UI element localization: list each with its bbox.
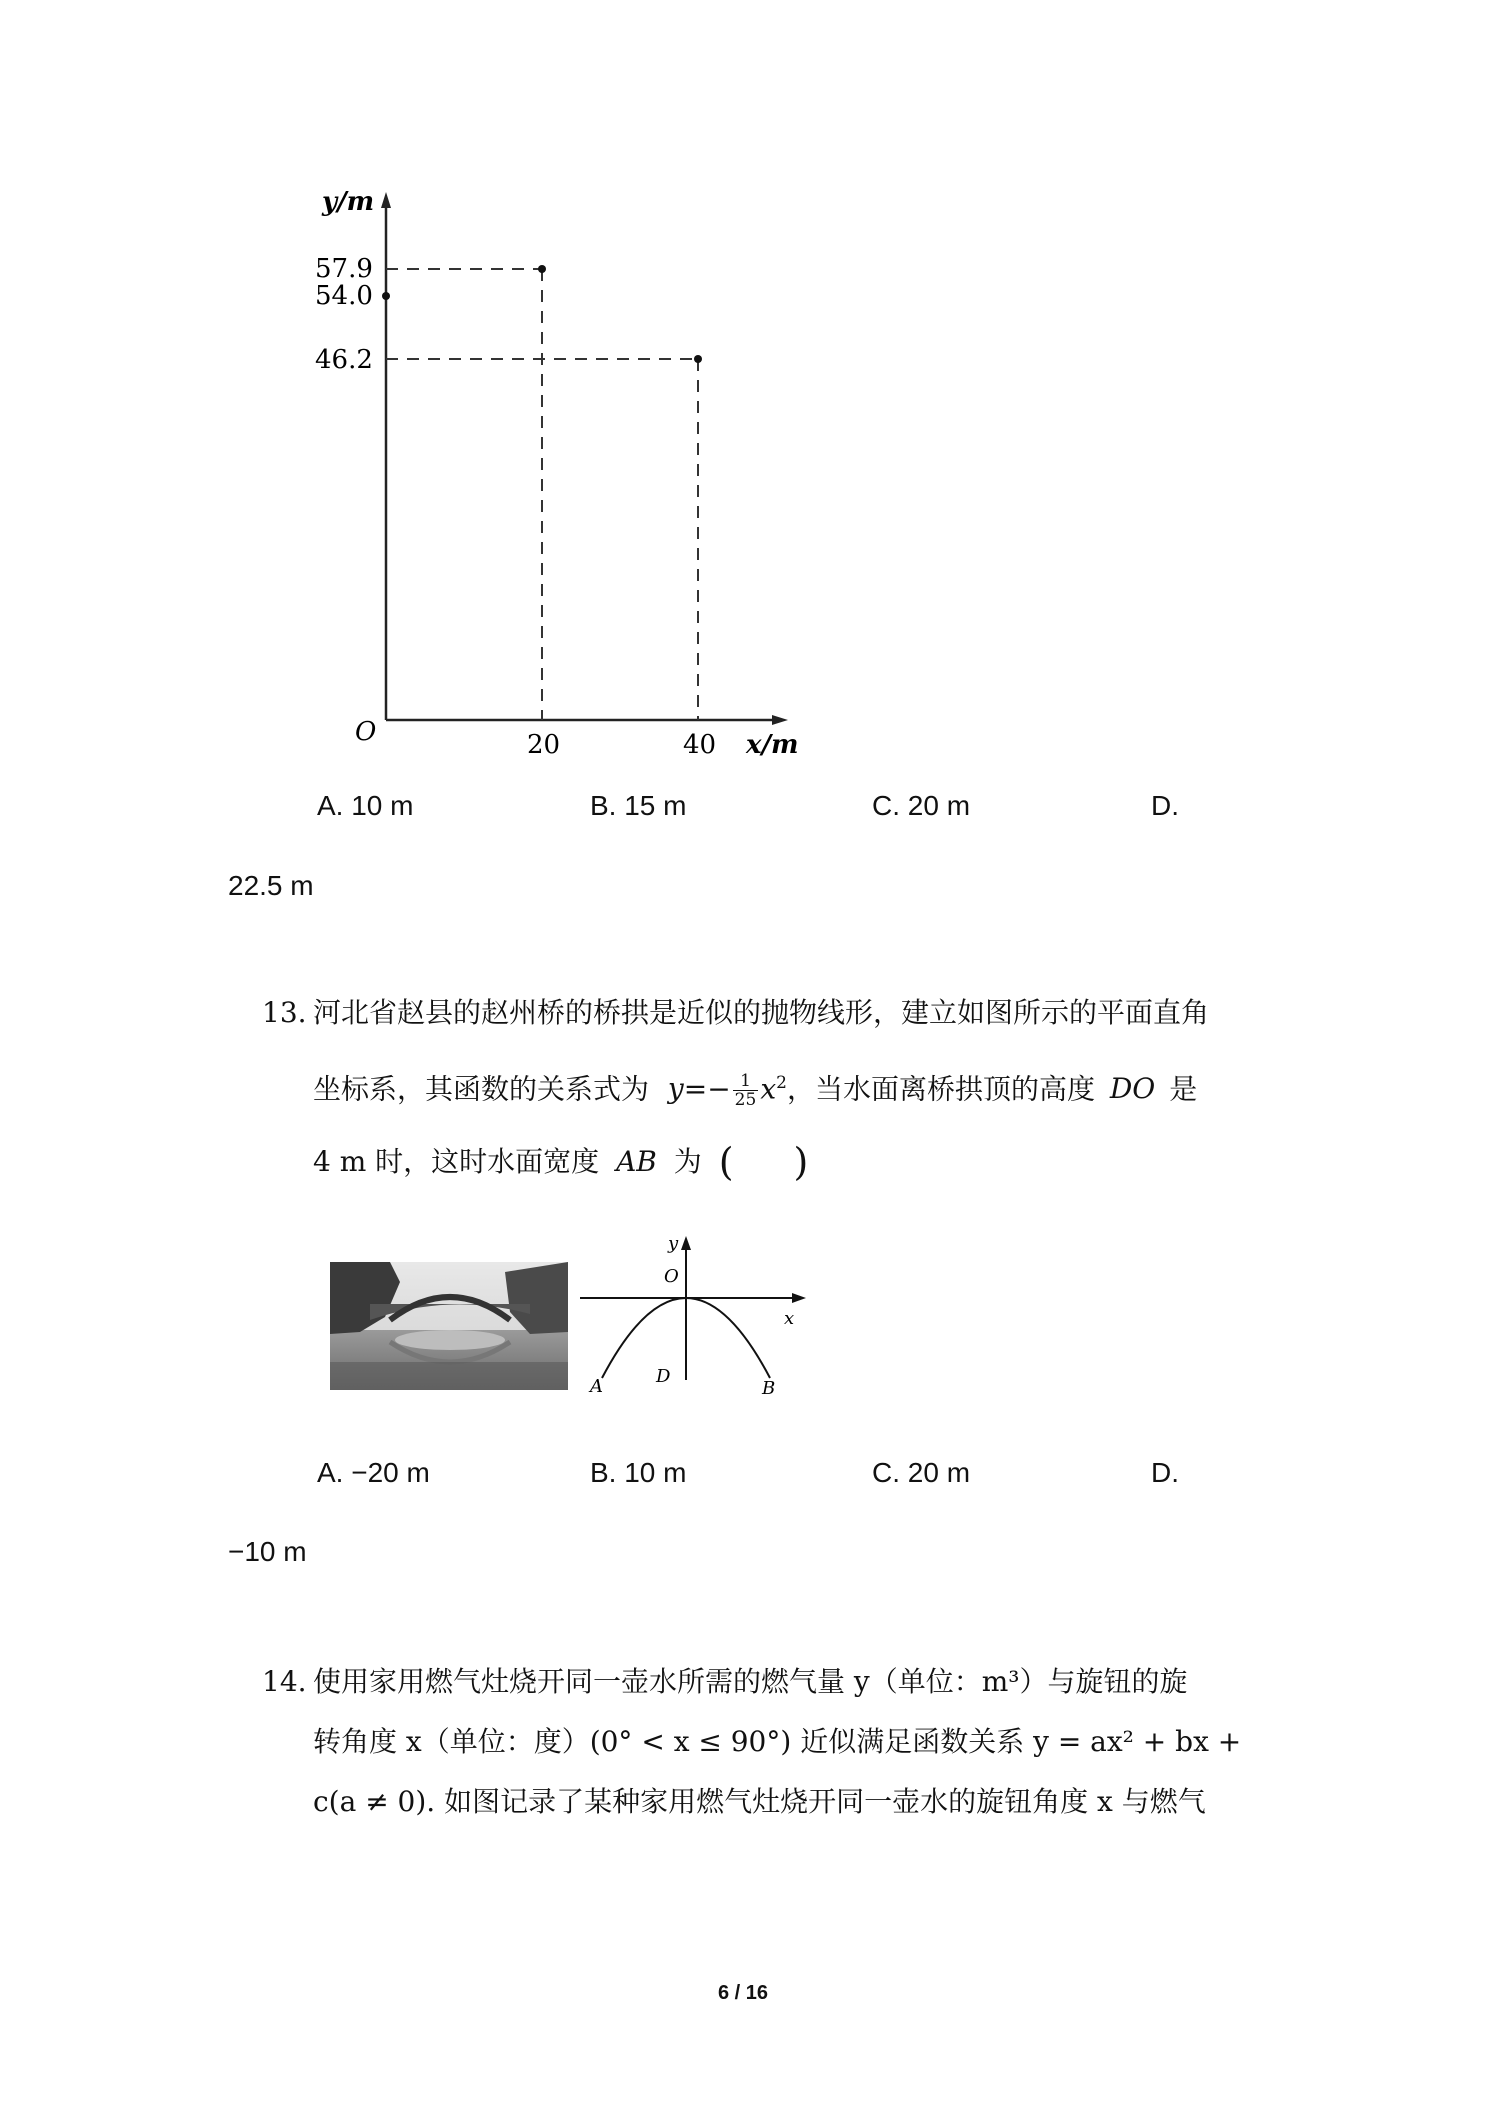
q13-fraction xyxy=(733,1072,759,1109)
q13-option-a[interactable]: A. −20 m xyxy=(317,1457,430,1488)
q13-option-c[interactable]: C. 20 m xyxy=(872,1457,971,1488)
q12-option-d-value: 22.5 m xyxy=(228,870,314,901)
y-axis-arrow xyxy=(381,192,391,208)
q12-option-d-letter[interactable]: D. xyxy=(1151,790,1179,821)
diagram-y-arrow xyxy=(681,1236,691,1250)
diagram-a-label: A xyxy=(590,1376,603,1397)
origin-label: O xyxy=(355,717,377,747)
x-tick-20: 20 xyxy=(527,730,561,760)
y-tick-54.0: 54.0 xyxy=(315,281,373,311)
x-axis-label: x/m xyxy=(746,730,799,760)
q13-line1: 河北省赵县的赵州桥的桥拱是近似的抛物线形，建立如图所示的平面直角 xyxy=(313,996,1210,1029)
q13-eq-x: x xyxy=(760,1072,777,1106)
y-axis-label: y/m xyxy=(322,187,375,217)
diagram-d-label: D xyxy=(656,1366,671,1387)
point-20-57.9 xyxy=(538,265,546,273)
q13-eq-y: y xyxy=(667,1072,684,1106)
parabola-diagram xyxy=(572,1232,812,1407)
q13-var-do: DO xyxy=(1109,1072,1156,1106)
point-40-46.2 xyxy=(694,355,702,363)
q13-answer-paren-close: ) xyxy=(793,1140,809,1184)
q14-line3: c(a ≠ 0). 如图记录了某种家用燃气灶烧开同一壶水的旋钮角度 x 与燃气 xyxy=(313,1785,1206,1818)
q13-eq-equals: =− xyxy=(683,1072,731,1106)
q13-var-ab: AB xyxy=(616,1145,657,1178)
point-0-54.0 xyxy=(382,292,390,300)
q12-option-c[interactable]: C. 20 m xyxy=(872,790,971,821)
q13-frac-den: 25 xyxy=(734,1090,757,1111)
q13-frac-num: 1 xyxy=(733,1072,759,1091)
q13-option-b[interactable]: B. 10 m xyxy=(590,1457,687,1488)
page-number: 6 / 16 xyxy=(718,1982,769,2004)
q13-eq-exp: 2 xyxy=(776,1073,787,1093)
diagram-y-label: y xyxy=(668,1233,679,1254)
q13-number: 13. xyxy=(262,996,307,1029)
diagram-o-label: O xyxy=(664,1266,679,1287)
q13-line2-end: 是 xyxy=(1169,1072,1198,1106)
q14-line1: 使用家用燃气灶烧开同一壶水所需的燃气量 y（单位：m³）与旋钮的旋 xyxy=(313,1665,1188,1698)
diagram-x-arrow xyxy=(792,1293,806,1303)
q13-option-d-value: −10 m xyxy=(228,1536,307,1567)
q13-answer-paren-open: ( xyxy=(718,1140,734,1184)
q13-line3-wei: 为 xyxy=(673,1145,702,1178)
diagram-b-label: B xyxy=(762,1378,776,1399)
q13-line3-pre: 4 m 时，这时水面宽度 xyxy=(313,1145,600,1178)
diagram-x-label: x xyxy=(784,1308,795,1329)
q13-line2-pre: 坐标系，其函数的关系式为 xyxy=(313,1072,650,1106)
zhaozhou-bridge-photo xyxy=(330,1262,568,1390)
q14-line2: 转角度 x（单位：度）(0° < x ≤ 90°) 近似满足函数关系 y = ax² + bx + xyxy=(313,1725,1242,1758)
q13-line3 xyxy=(313,1142,808,1182)
q13-line2-mid: ，当水面离桥拱顶的高度 xyxy=(786,1072,1095,1106)
q12-option-b[interactable]: B. 15 m xyxy=(590,790,687,821)
y-tick-46.2: 46.2 xyxy=(315,345,373,375)
x-axis-arrow xyxy=(772,715,788,725)
q13-option-d-letter[interactable]: D. xyxy=(1151,1457,1179,1488)
x-tick-40: 40 xyxy=(683,730,717,760)
y-tick-57.9: 57.9 xyxy=(315,254,373,284)
q12-option-a[interactable]: A. 10 m xyxy=(317,790,414,821)
q12-graph xyxy=(310,180,830,780)
q14-number: 14. xyxy=(262,1665,307,1698)
q13-line2 xyxy=(313,1063,1197,1109)
